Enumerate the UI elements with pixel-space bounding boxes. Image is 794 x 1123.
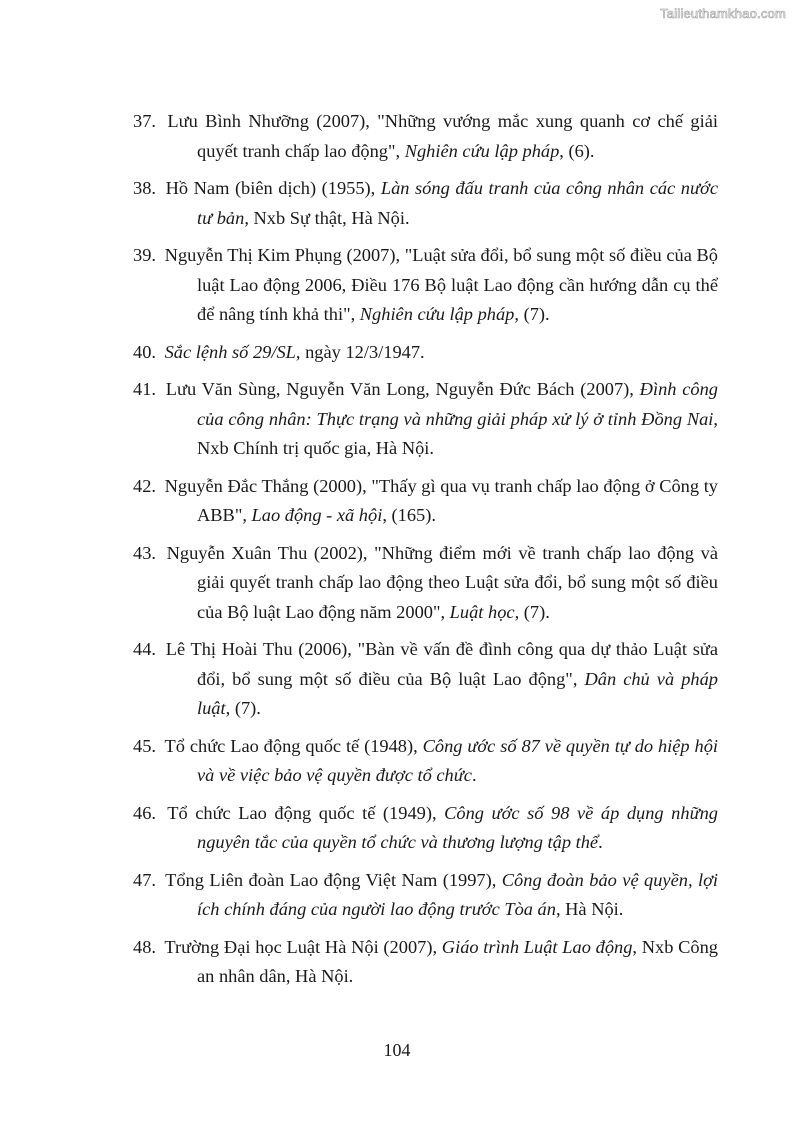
reference-text: Nguyễn Thị Kim Phụng (2007), "Luật sửa đổi, bổ sung một số điều của Bộ luật Lao động 2006, Điều 176 Bộ luật Lao động cần hướng dẫn cụ thể để nâng tính khả thi",	[164, 245, 718, 324]
reference-tail: , (7).	[514, 304, 550, 324]
reference-item	[133, 174, 718, 233]
reference-title: Lao động - xã hội	[251, 505, 383, 525]
reference-text: Trường Đại học Luật Hà Nội (2007),	[164, 936, 442, 957]
reference-tail: , (7).	[225, 698, 261, 718]
reference-number: 45.	[133, 735, 156, 756]
reference-tail: .	[598, 832, 603, 852]
reference-title: Công ước số 87 về quyền tự do hiệp hội và về việc bảo vệ quyền được tổ chức	[197, 735, 719, 785]
reference-number: 43.	[133, 542, 156, 563]
reference-item	[133, 241, 718, 330]
reference-text: Lưu Bình Nhưỡng (2007), "Những vướng mắc xung quanh cơ chế giải quyết tranh chấp lao động",	[167, 111, 718, 161]
reference-tail: , Nxb Chính trị quốc gia, Hà Nội.	[197, 408, 718, 458]
reference-tail: .	[471, 765, 477, 785]
page-number: 104	[383, 1040, 411, 1060]
reference-number: 39.	[133, 245, 156, 265]
reference-title: Luật học	[449, 601, 515, 622]
reference-tail: , Nxb Công an nhân dân, Hà Nội.	[197, 936, 718, 986]
reference-number: 46.	[133, 802, 156, 823]
reference-list	[133, 107, 718, 1000]
reference-number: 38.	[133, 178, 156, 198]
reference-title: Công ước số 98 về áp dụng những nguyên tắc của quyền tổ chức và thương lượng tập thể	[197, 802, 718, 852]
reference-tail: , (165).	[382, 505, 436, 525]
reference-tail: , ngày 12/3/1947.	[295, 341, 425, 362]
reference-item	[133, 732, 718, 791]
reference-title: Sắc lệnh số 29/SL	[164, 341, 296, 362]
reference-title: Làn sóng đấu tranh của công nhân các nước tư bản	[197, 178, 718, 228]
reference-text: Tổ chức Lao động quốc tế (1948),	[164, 735, 423, 756]
reference-number: 37.	[133, 111, 156, 131]
reference-item	[133, 338, 718, 368]
reference-tail: , Hà Nội.	[555, 899, 624, 919]
reference-text: Tổng Liên đoàn Lao động Việt Nam (1997),	[165, 869, 502, 890]
reference-title: Dân chủ và pháp luật	[197, 668, 718, 718]
reference-item	[133, 635, 718, 724]
reference-title: Công đoàn bảo vệ quyền, lợi ích chính đáng của người lao động trước Tòa án	[197, 869, 719, 919]
reference-title: Giáo trình Luật Lao động	[441, 936, 633, 957]
watermark: Tailieuthamkhao.com	[660, 6, 786, 21]
reference-text: Hồ Nam (biên dịch) (1955),	[165, 178, 381, 198]
reference-number: 44.	[133, 639, 156, 659]
reference-item	[133, 472, 718, 531]
reference-title: Nghiên cứu lập pháp	[359, 304, 515, 324]
reference-tail: , Nxb Sự thật, Hà Nội.	[244, 207, 410, 228]
reference-number: 41.	[133, 379, 156, 399]
reference-text: Nguyễn Xuân Thu (2002), "Những điểm mới về tranh chấp lao động và giải quyết tranh chấp lao động theo Luật sửa đổi, bổ sung một số điều của Bộ luật Lao động năm 2000",	[166, 542, 718, 622]
reference-number: 42.	[133, 475, 156, 496]
reference-number: 48.	[133, 936, 156, 957]
reference-title: Nghiên cứu lập pháp	[404, 140, 560, 161]
reference-text: Nguyễn Đắc Thắng (2000), "Thấy gì qua vụ tranh chấp lao động ở Công ty ABB",	[164, 475, 718, 525]
reference-item	[133, 799, 718, 858]
reference-number: 47.	[133, 869, 156, 890]
reference-item	[133, 866, 718, 925]
reference-text: Tổ chức Lao động quốc tế (1949),	[167, 802, 445, 823]
reference-text: Lưu Văn Sùng, Nguyễn Văn Long, Nguyễn Đức Bách (2007),	[165, 379, 640, 399]
reference-title: Đình công của công nhân: Thực trạng và những giải pháp xử lý ở tỉnh Đồng Nai	[197, 379, 718, 429]
reference-item	[133, 107, 718, 166]
reference-item	[133, 539, 718, 628]
reference-number: 40.	[133, 341, 156, 362]
reference-item	[133, 375, 718, 464]
reference-tail: , (6).	[559, 140, 595, 161]
reference-tail: , (7).	[514, 601, 550, 622]
reference-text: Lê Thị Hoài Thu (2006), "Bàn về vấn đề đình công qua dự thảo Luật sửa đổi, bổ sung một số điều của Bộ luật Lao động",	[165, 639, 718, 689]
reference-item	[133, 933, 718, 992]
